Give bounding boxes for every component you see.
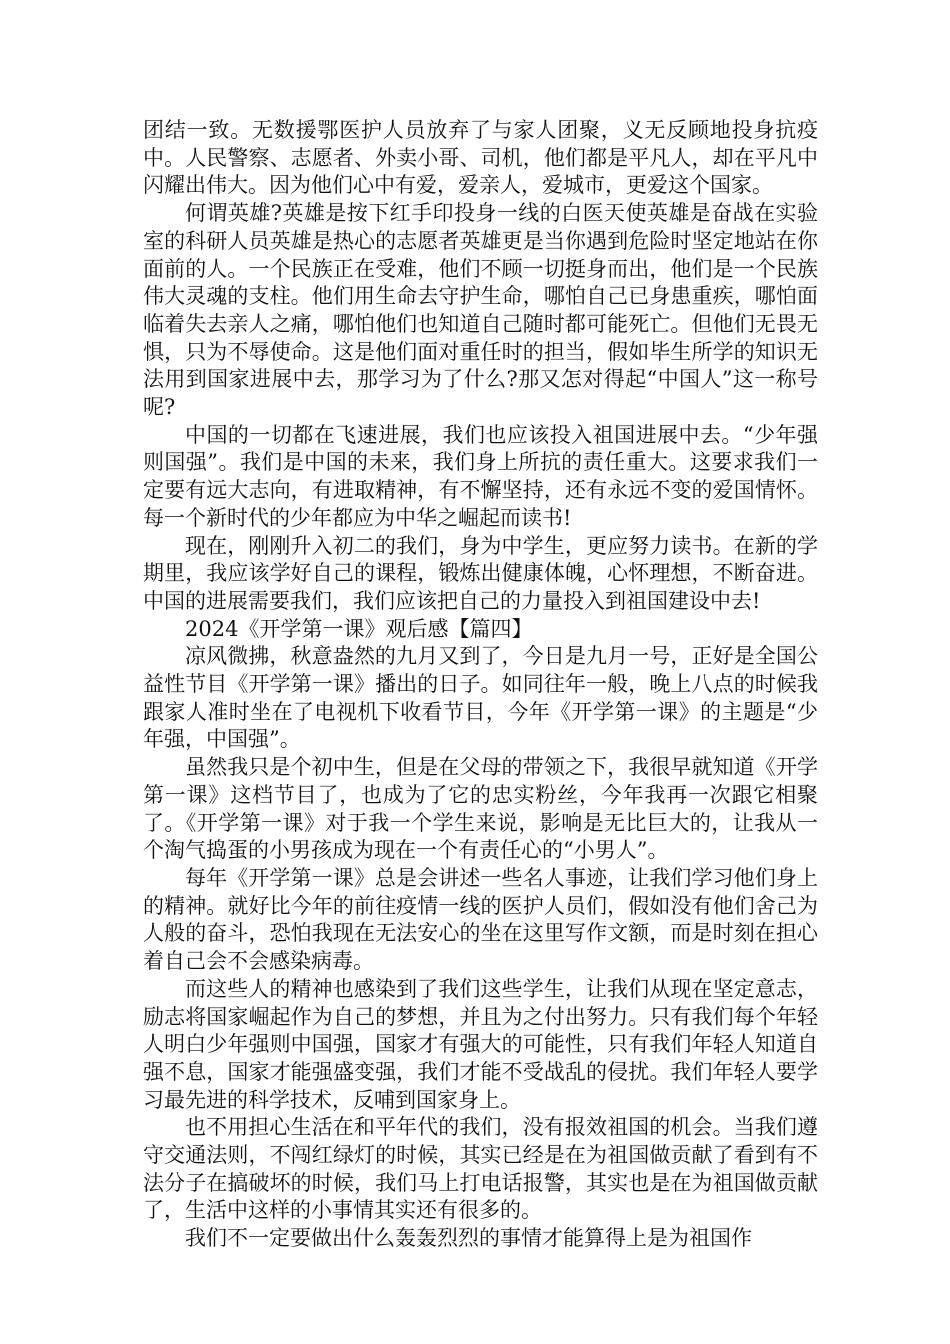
paragraph: 凉风微拂，秋意盎然的九月又到了，今日是九月一号，正好是全国公益性节目《开学第一课》播出的日子。如同往年一般，晚上八点的时候我跟家人准时坐在了电视机下收看节目，今年《开学第一课》的主题是“少年强，中国强”。 xyxy=(143,644,818,752)
paragraph: 中国的一切都在飞速进展，我们也应该投入祖国进展中去。“少年强则国强”。我们是中国的未来，我们身上所抗的责任重大。这要求我们一定要有远大志向，有进取精神，有不懈坚持，还有永远不变的爱国情怀。每一个新时代的少年都应为中华之崛起而读书! xyxy=(143,422,818,530)
document-body xyxy=(143,117,818,1253)
paragraph: 也不用担心生活在和平年代的我们，没有报效祖国的机会。当我们遵守交通法则，不闯红绿灯的时候，其实已经是在为祖国做贡献了看到有不法分子在搞破坏的时候，我们马上打电话报警，其实也是在为祖国做贡献了，生活中这样的小事情其实还有很多的。 xyxy=(143,1115,818,1223)
paragraph: 我们不一定要做出什么轰轰烈烈的事情才能算得上是为祖国作 xyxy=(185,1226,752,1251)
paragraph: 每年《开学第一课》总是会讲述一些名人事迹，让我们学习他们身上的精神。就好比今年的前往疫情一线的医护人员们，假如没有他们舍己为人般的奋斗，恐怕我现在无法安心的坐在这里写作文额，而是时刻在担心着自己会不会感染病毒。 xyxy=(143,865,818,974)
paragraph: 何谓英雄?英雄是按下红手印投身一线的白医天使英雄是奋战在实验室的科研人员英雄是热心的志愿者英雄更是当你遇到危险时坚定地站在你面前的人。一个民族正在受难，他们不顾一切挺身而出，他们是一个民族伟大灵魂的支柱。他们用生命去守护生命，哪怕自己已身患重疾，哪怕面临着失去亲人之痛，哪怕他们也知道自己随时都可能死亡。但他们无畏无惧，只为不辱使命。这是他们面对重任时的担当，假如毕生所学的知识无法用到国家进展中去，那学习为了什么?那又怎对得起“中国人”这一称号呢? xyxy=(143,201,818,420)
section-title: 2024《开学第一课》观后感【篇四】 xyxy=(185,616,533,641)
paragraph: 团结一致。无数援鄂医护人员放弃了与家人团聚，义无反顾地投身抗疫中。人民警察、志愿者、外卖小哥、司机，他们都是平凡人，却在平凡中闪耀出伟大。因为他们心中有爱，爱亲人，爱城市，更爱这个国家。 xyxy=(143,118,818,198)
paragraph: 虽然我只是个初中生，但是在父母的带领之下，我很早就知道《开学第一课》这档节目了，也成为了它的忠实粉丝，今年我再一次跟它相聚了。《开学第一课》对于我一个学生来说，影响是无比巨大的，让我从一个淘气捣蛋的小男孩成为现在一个有责任心的“小男人”。 xyxy=(143,755,818,863)
paragraph: 而这些人的精神也感染到了我们这些学生，让我们从现在坚定意志，励志将国家崛起作为自己的梦想，并且为之付出努力。只有我们每个年轻人明白少年强则中国强，国家才有强大的可能性，只有我们年轻人知道自强不息，国家才能强盛变强，我们才能不受战乱的侵扰。我们年轻人要学习最先进的科学技术，反哺到国家身上。 xyxy=(143,976,818,1112)
paragraph: 现在，刚刚升入初二的我们，身为中学生，更应努力读书。在新的学期里，我应该学好自己的课程，锻炼出健康体魄，心怀理想，不断奋进。中国的进展需要我们，我们应该把自己的力量投入到祖国建设中去! xyxy=(143,533,818,613)
